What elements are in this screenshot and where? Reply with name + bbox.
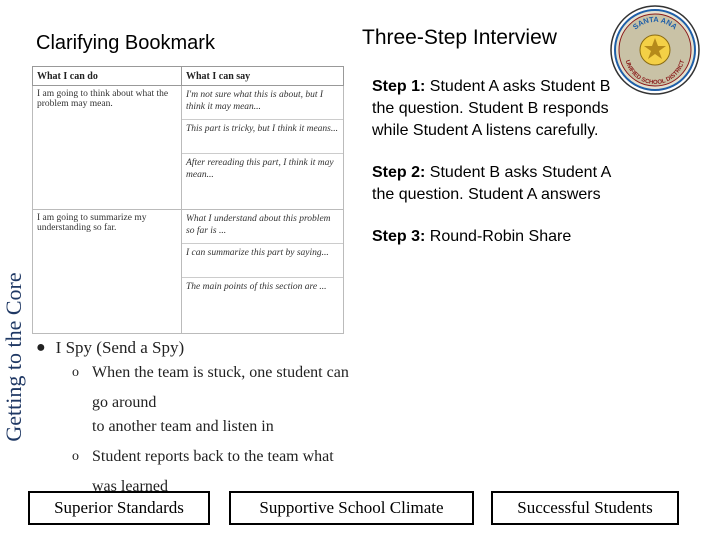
step-label: Step 2: <box>372 164 426 181</box>
footer-successful-students: Successful Students <box>491 491 679 525</box>
step-label: Step 1: <box>372 78 426 95</box>
table-cell: I am going to think about what the problem may mean. <box>33 86 182 210</box>
i-spy-title-text: I Spy (Send a Spy) <box>55 338 185 357</box>
clarifying-bookmark-table <box>32 66 344 334</box>
table-cell <box>182 210 344 334</box>
table-cell <box>182 86 344 210</box>
bullet-icon: ● <box>36 339 46 356</box>
footer-superior-standards: Superior Standards <box>28 491 210 525</box>
table-row <box>33 210 344 334</box>
step-text: Student A asks Student B the question. Student B responds while Student A listens carefully. <box>372 78 611 139</box>
table-header: What I can do <box>33 67 182 86</box>
logo-top-text: SANTA ANA <box>631 14 679 32</box>
step-2 <box>372 162 612 206</box>
say-line: What I understand about this problem so far is ... <box>182 210 343 244</box>
list-item-text: Student reports back to the team what was learned <box>92 448 334 495</box>
footer-supportive-school-climate: Supportive School Climate <box>229 491 474 525</box>
circle-bullet-icon: o <box>72 365 79 380</box>
step-label: Step 3: <box>372 228 426 245</box>
say-line: I'm not sure what this is about, but I think it may mean... <box>182 86 343 120</box>
step-1 <box>372 76 612 142</box>
say-line: After rereading this part, I think it may mean... <box>186 158 334 180</box>
step-text: Round-Robin Share <box>429 228 572 245</box>
list-item-text: When the team is stuck, one student can go around <box>92 364 349 411</box>
list-item <box>72 358 356 418</box>
i-spy-section <box>36 338 356 502</box>
side-label-text: Getting to the Core <box>1 272 26 442</box>
logo-bottom-text: UNIFIED SCHOOL DISTRICT <box>623 59 687 87</box>
table-row <box>33 86 344 210</box>
clarifying-bookmark-title: Clarifying Bookmark <box>36 32 215 54</box>
step-3 <box>372 226 612 248</box>
side-label <box>0 0 30 470</box>
say-line: The main points of this section are ... <box>186 282 327 292</box>
interview-steps <box>372 76 612 268</box>
table-header: What I can say <box>182 67 344 86</box>
say-line: This part is tricky, but I think it means... <box>182 120 343 154</box>
say-line: I can summarize this part by saying... <box>182 244 343 278</box>
table-cell: I am going to summarize my understanding so far. <box>33 210 182 334</box>
list-item-text: to another team and listen in <box>92 418 274 435</box>
district-logo <box>609 4 701 96</box>
i-spy-title <box>36 338 356 358</box>
circle-bullet-icon: o <box>72 449 79 464</box>
three-step-interview-title: Three-Step Interview <box>362 26 557 49</box>
step-text: Student B asks Student A the question. Student A answers <box>372 164 611 203</box>
